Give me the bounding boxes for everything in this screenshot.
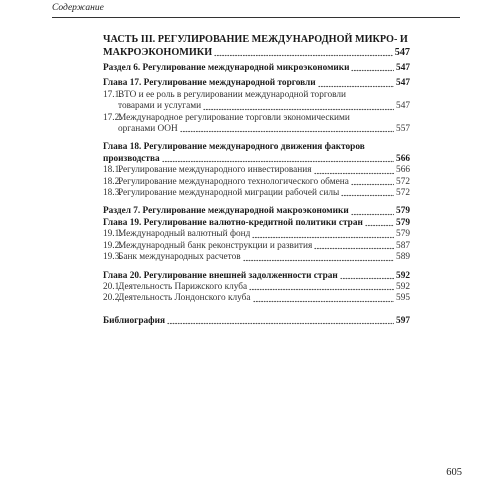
toc-chapter-17-title: Глава 17. Регулирование международной торговли (103, 78, 316, 89)
toc-item-19-3-num: 19.3. (103, 252, 122, 263)
page-number: 605 (446, 467, 462, 478)
toc-chapter-19-title: Глава 19. Регулирование валютно-кредитной политики стран (103, 217, 363, 228)
dot-leader (351, 177, 394, 186)
toc-item-20-2 (103, 293, 410, 304)
toc-item-18-2 (103, 177, 410, 188)
toc-item-19-2-num: 19.2. (103, 240, 122, 251)
toc-section-7-title: Раздел 7. Регулирование международной макроэкономики (103, 206, 349, 217)
toc-item-20-2-num: 20.2. (103, 293, 122, 304)
toc-item-17-2-line2: органами ООН (118, 124, 178, 135)
running-head: Содержание (52, 3, 104, 13)
toc-chapter-17-page: 547 (396, 78, 410, 89)
toc-bibliography (103, 316, 410, 327)
dot-leader (318, 79, 394, 88)
toc-item-17-1-num: 17.1. (103, 89, 122, 100)
toc-item-18-3-page: 572 (396, 188, 410, 199)
toc-item-19-2 (103, 241, 410, 252)
toc-chapter-17 (103, 78, 410, 89)
toc-part-3-page: 547 (394, 46, 410, 58)
toc-section-6-title: Раздел 6. Регулирование международной микроэкономики (103, 63, 350, 73)
toc-chapter-18-line2: производства (103, 153, 160, 164)
toc-item-19-1-num: 19.1. (103, 229, 122, 240)
dot-leader (162, 154, 394, 163)
dot-leader (341, 188, 394, 197)
toc-bibliography-page: 597 (396, 315, 410, 326)
toc-item-20-2-title: Деятельность Лондонского клуба (118, 293, 251, 304)
toc-item-18-3-title: Регулирование международной миграции рабочей силы (118, 188, 340, 199)
toc-item-18-2-num: 18.2. (103, 176, 122, 187)
dot-leader (253, 294, 395, 303)
toc-item-19-3-page: 589 (396, 252, 410, 263)
toc-item-18-3 (103, 188, 410, 199)
dot-leader (167, 316, 394, 325)
toc-chapter-18 (103, 142, 410, 165)
dot-leader (314, 241, 394, 250)
toc-part-3-title-line2: МАКРОЭКОНОМИКИ (103, 46, 213, 58)
toc-chapter-20-page: 592 (396, 270, 410, 281)
toc-item-18-2-title: Регулирование международного технологического обмена (118, 176, 349, 187)
toc-chapter-20-title: Глава 20. Регулирование внешней задолженности стран (103, 270, 338, 281)
toc-item-20-1-title: Деятельность Парижского клуба (118, 281, 248, 292)
toc-chapter-19 (103, 218, 410, 229)
toc-item-18-2-page: 572 (396, 176, 410, 187)
toc-chapter-18-page: 566 (396, 153, 410, 164)
dot-leader (314, 166, 395, 175)
toc-item-20-1-num: 20.1. (103, 281, 122, 292)
dot-leader (365, 218, 394, 227)
toc-item-19-1 (103, 229, 410, 240)
dot-leader (214, 48, 393, 57)
toc-bibliography-title: Библиография (103, 315, 166, 326)
toc-item-18-1-title: Регулирование международного инвестирования (118, 165, 312, 176)
dot-leader (340, 271, 394, 280)
dot-leader (252, 230, 394, 239)
toc-item-20-1 (103, 282, 410, 293)
toc-chapter-18-line1: Глава 18. Регулирование международного движения факторов (103, 142, 365, 153)
toc-item-19-1-title: Международный валютный фонд (118, 229, 251, 240)
toc-item-19-2-page: 587 (396, 240, 410, 251)
toc-item-20-2-page: 595 (396, 293, 410, 304)
toc-item-17-1-line1: ВТО и ее роль в регулировании международной торговли (118, 89, 346, 100)
table-of-contents (103, 34, 410, 327)
toc-item-18-1-num: 18.1. (103, 165, 122, 176)
dot-leader (249, 282, 394, 291)
toc-item-17-1-page: 547 (396, 101, 410, 112)
toc-part-3-line2 (103, 47, 410, 60)
toc-item-18-1-page: 566 (396, 165, 410, 176)
toc-chapter-20 (103, 271, 410, 282)
toc-item-17-2-line1: Международное регулирование торговли экономическими (118, 112, 350, 123)
toc-item-17-1 (103, 90, 410, 113)
toc-section-7 (103, 206, 410, 217)
toc-item-18-3-num: 18.3. (103, 188, 122, 199)
toc-item-17-1-line2: товарами и услугами (118, 101, 202, 112)
toc-part-3 (103, 34, 410, 59)
toc-item-19-2-title: Международный банк реконструкции и развития (118, 240, 313, 251)
toc-item-17-2 (103, 113, 410, 136)
toc-chapter-19-page: 579 (396, 217, 410, 228)
toc-section-6 (103, 63, 410, 74)
toc-item-17-2-page: 557 (396, 124, 410, 135)
dot-leader (203, 102, 394, 111)
dot-leader (351, 207, 394, 216)
toc-item-19-3-title: Банк международных расчетов (118, 252, 241, 263)
toc-item-19-1-page: 579 (396, 229, 410, 240)
toc-item-18-1 (103, 165, 410, 176)
dot-leader (180, 124, 394, 133)
toc-section-7-page: 579 (396, 206, 410, 217)
dot-leader (351, 63, 394, 72)
toc-section-6-page: 547 (396, 63, 410, 73)
dot-leader (243, 253, 394, 262)
toc-item-17-2-num: 17.2. (103, 112, 122, 123)
toc-item-20-1-page: 592 (396, 281, 410, 292)
toc-item-19-3 (103, 252, 410, 263)
toc-part-3-title-line1: ЧАСТЬ III. РЕГУЛИРОВАНИЕ МЕЖДУНАРОДНОЙ МИКРО- И (103, 34, 408, 45)
header-rule (52, 17, 460, 18)
